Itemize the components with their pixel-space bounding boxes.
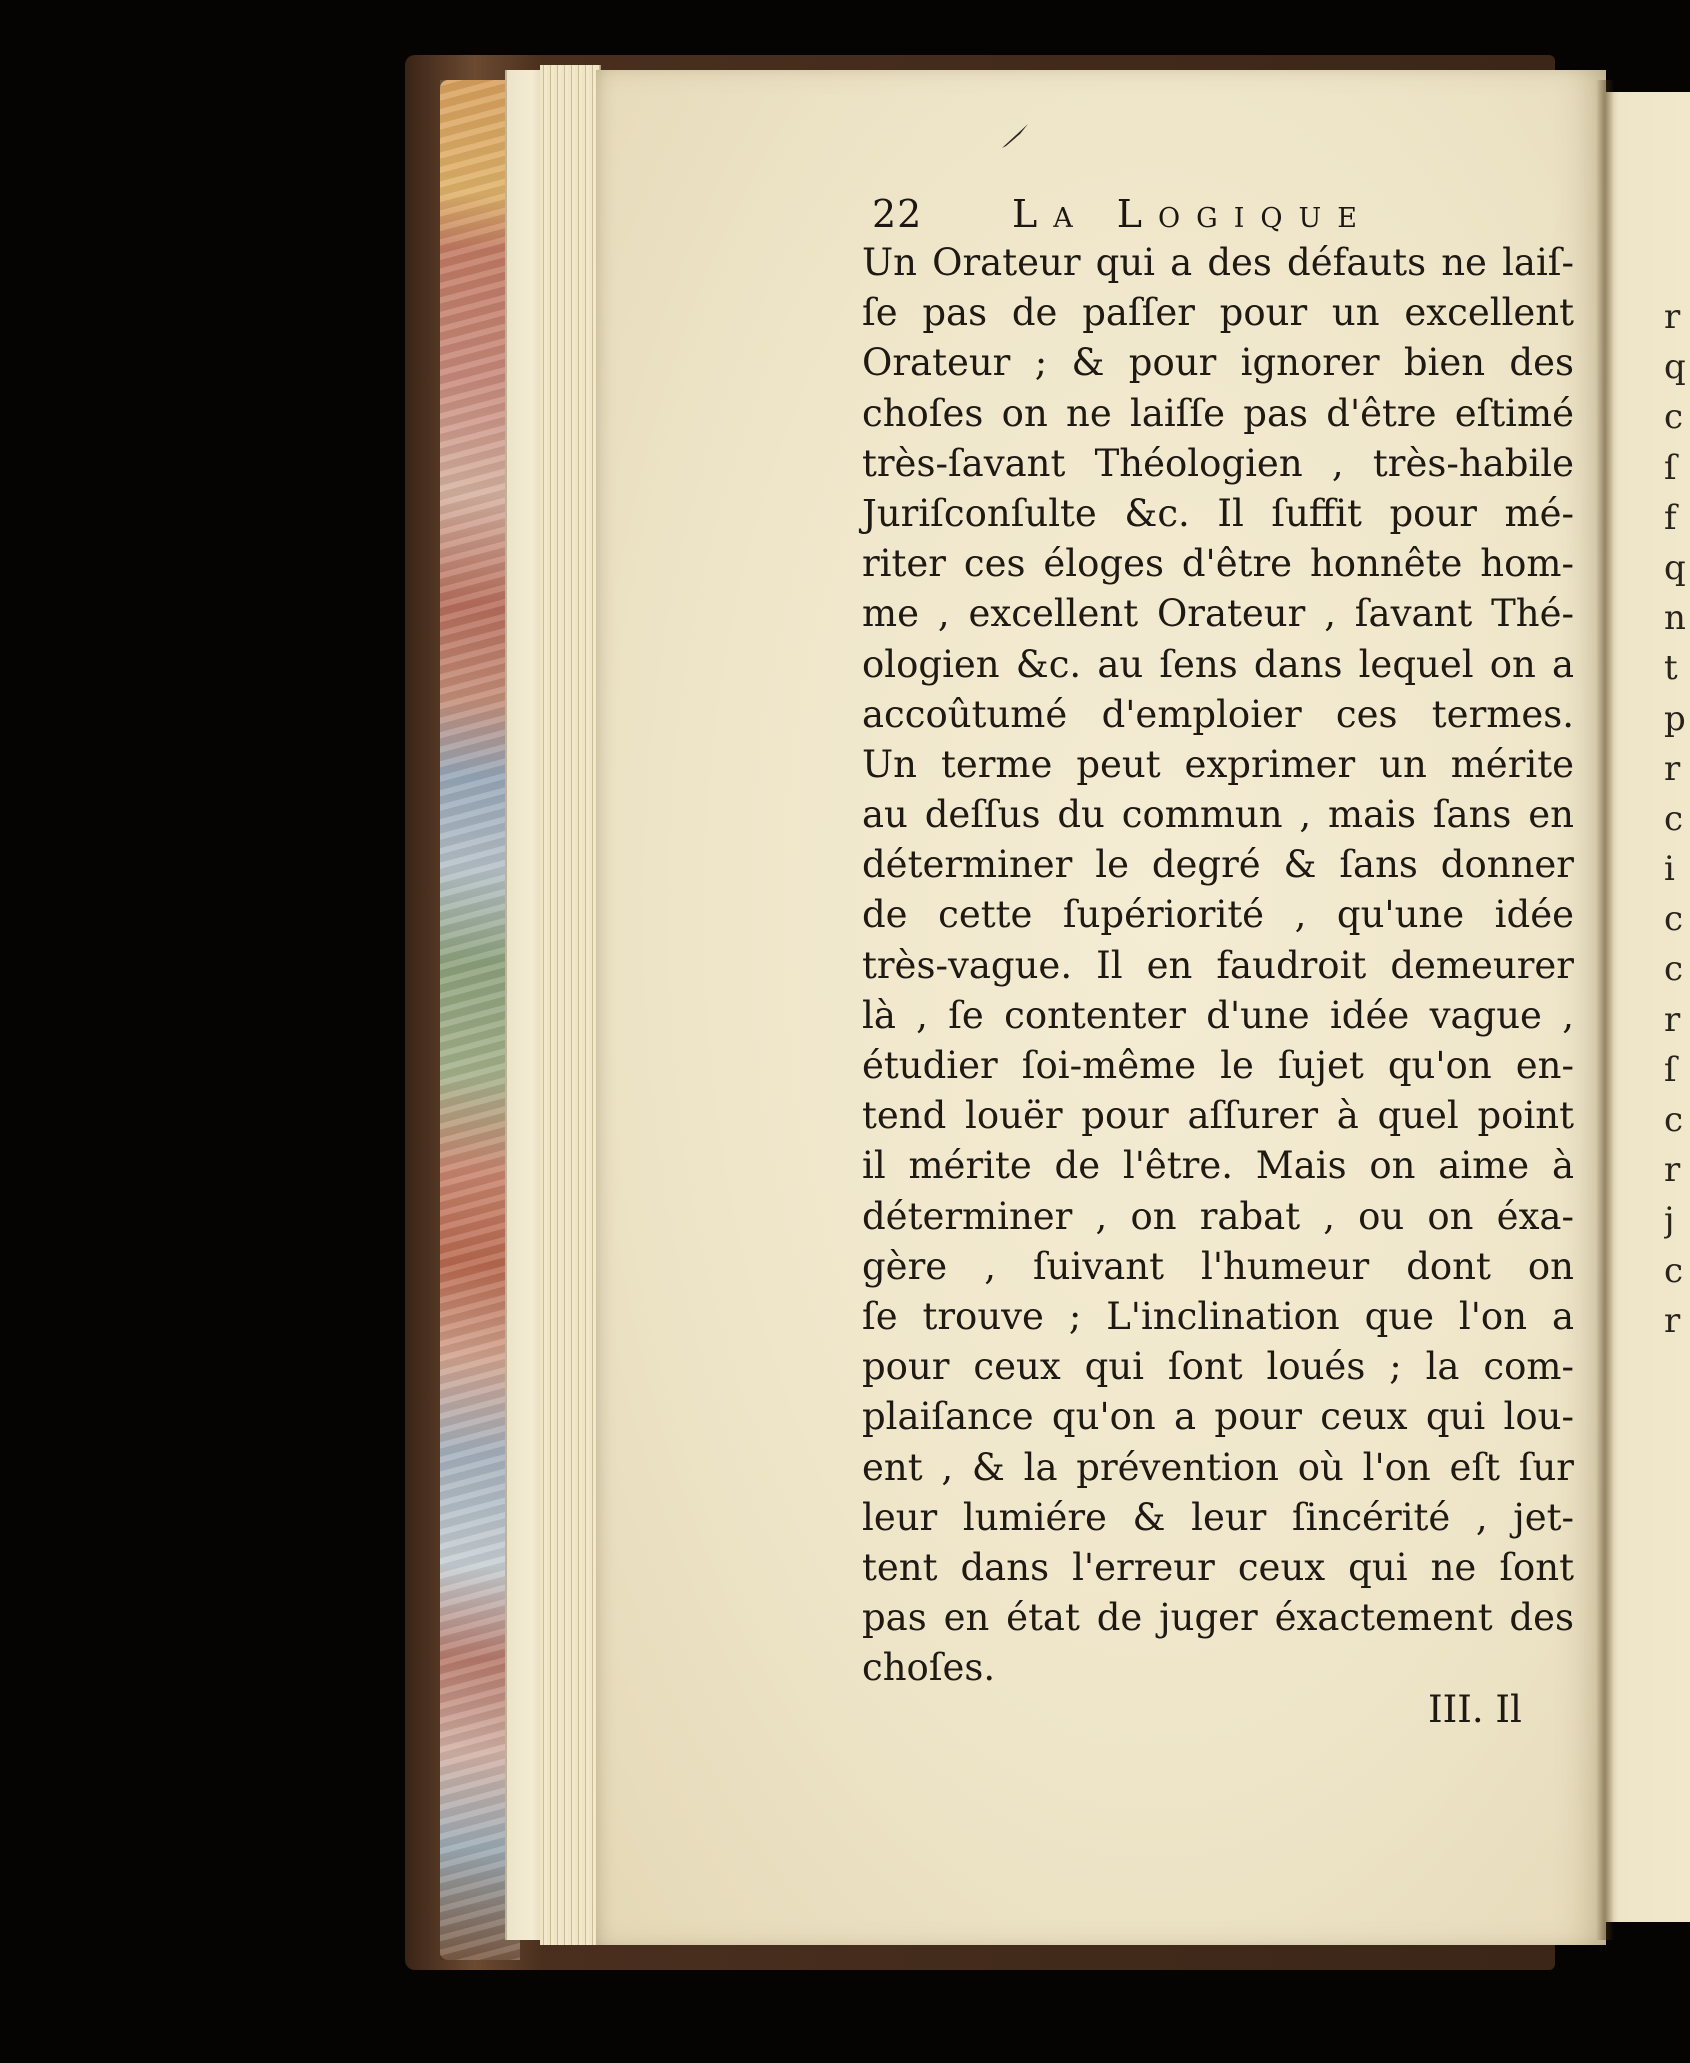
page-header <box>872 192 1572 238</box>
text-line: très-vague. Il en faudroit demeurer <box>862 943 1574 987</box>
right-page-glyph: ſ <box>1664 1049 1677 1090</box>
text-line: Orateur ; & pour ignorer bien des <box>862 341 1574 385</box>
text-line: ſe pas de paſſer pour un excellent <box>862 291 1574 335</box>
ink-mark-icon <box>1000 122 1030 150</box>
text-line: tend louër pour aſſurer à quel point <box>862 1094 1574 1138</box>
right-page-glyph: t <box>1664 648 1678 689</box>
text-line: leur lumiére & leur ſincérité , jet- <box>862 1495 1574 1539</box>
right-page-glyphs <box>1664 292 1690 1346</box>
text-line: de cette ſupériorité , qu'une idée <box>862 893 1574 937</box>
text-line: là , ſe contenter d'une idée vague , <box>862 993 1574 1037</box>
text-line: ent , & la prévention où l'on eſt ſur <box>862 1445 1574 1489</box>
text-line: au deſſus du commun , mais ſans en <box>862 793 1574 837</box>
right-page-glyph: r <box>1664 1150 1681 1191</box>
text-line: choſes on ne laiſſe pas d'être eſtimé <box>862 391 1574 435</box>
text-line: tent dans l'erreur ceux qui ne ſont <box>862 1545 1574 1589</box>
page-number: 22 <box>872 192 923 236</box>
running-title: La Logique <box>1012 192 1374 236</box>
body-text <box>862 238 1574 1693</box>
page-edges <box>540 65 601 1945</box>
right-page-glyph: c <box>1664 899 1684 940</box>
right-page-glyph: c <box>1664 798 1684 839</box>
text-line: plaiſance qu'on a pour ceux qui lou- <box>862 1395 1574 1439</box>
text-line: riter ces éloges d'être honnête hom- <box>862 542 1574 586</box>
catchword: III. Il <box>1428 1688 1522 1731</box>
text-line: accoûtumé d'emploier ces termes. <box>862 692 1574 736</box>
right-page-glyph: r <box>1664 999 1681 1040</box>
text-line: il mérite de l'être. Mais on aime à <box>862 1144 1574 1188</box>
text-line: déterminer le degré & ſans donner <box>862 843 1574 887</box>
right-page-glyph: i <box>1664 849 1675 890</box>
gutter-shadow <box>1596 80 1614 1940</box>
right-page-glyph: r <box>1664 1300 1681 1341</box>
text-line: très-ſavant Théologien , très-habile <box>862 441 1574 485</box>
right-page-glyph: n <box>1664 598 1686 639</box>
text-line: gère , ſuivant l'humeur dont on <box>862 1244 1574 1288</box>
right-page-glyph: p <box>1664 698 1686 739</box>
right-page-glyph: c <box>1664 1100 1684 1140</box>
right-page-glyph: j <box>1664 1200 1675 1241</box>
text-line: pour ceux qui ſont loués ; la com- <box>862 1345 1574 1389</box>
right-page-glyph: q <box>1664 547 1686 588</box>
right-page-glyph: c <box>1664 949 1684 990</box>
text-line: Juriſconſulte &c. Il ſuffit pour mé- <box>862 491 1574 535</box>
right-page-glyph: r <box>1664 297 1681 337</box>
text-line: pas en état de juger éxactement des <box>862 1596 1574 1640</box>
text-line: Un terme peut exprimer un mérite <box>862 742 1574 786</box>
text-line: ologien &c. au ſens dans lequel on a <box>862 642 1574 686</box>
text-line: Un Orateur qui a des défauts ne laiſ- <box>862 241 1574 284</box>
right-page-glyph: r <box>1664 748 1681 789</box>
text-line: me , excellent Orateur , ſavant Thé- <box>862 592 1574 636</box>
text-line: déterminer , on rabat , ou on éxa- <box>862 1194 1574 1238</box>
text-line: choſes. <box>862 1646 996 1690</box>
right-page-glyph: c <box>1664 397 1684 438</box>
right-page-glyph: f <box>1664 497 1677 538</box>
right-page-glyph: q <box>1664 347 1686 388</box>
text-line: étudier ſoi-même le ſujet qu'on en- <box>862 1044 1574 1087</box>
right-page-glyph: c <box>1664 1250 1684 1291</box>
right-page-glyph: ſ <box>1664 447 1677 488</box>
text-line: ſe trouve ; L'inclination que l'on a <box>862 1294 1574 1338</box>
